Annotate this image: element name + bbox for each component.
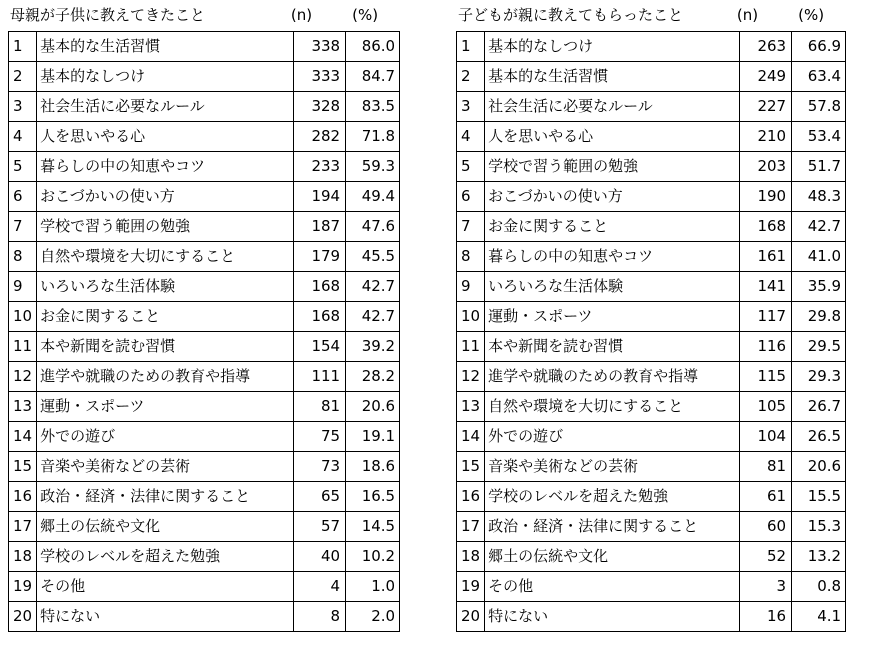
table-row xyxy=(9,422,400,452)
percent-cell: 42.7 xyxy=(792,212,846,242)
percent-cell: 28.2 xyxy=(346,362,400,392)
percent-cell: 86.0 xyxy=(346,32,400,62)
item-cell: 外での遊び xyxy=(37,422,294,452)
percent-cell: 10.2 xyxy=(346,542,400,572)
rank-cell: 12 xyxy=(9,362,37,392)
item-cell: 基本的なしつけ xyxy=(37,62,294,92)
rank-cell: 19 xyxy=(457,572,485,602)
table-row xyxy=(9,92,400,122)
count-cell: 57 xyxy=(294,512,346,542)
rank-cell: 1 xyxy=(9,32,37,62)
table-row xyxy=(9,392,400,422)
table-row xyxy=(457,92,846,122)
table-row xyxy=(457,602,846,632)
percent-cell: 0.8 xyxy=(792,572,846,602)
item-cell: 社会生活に必要なルール xyxy=(37,92,294,122)
item-cell: 音楽や美術などの芸術 xyxy=(37,452,294,482)
table-row xyxy=(9,512,400,542)
percent-cell: 71.8 xyxy=(346,122,400,152)
table-row xyxy=(9,452,400,482)
table-row xyxy=(457,62,846,92)
percent-cell: 29.3 xyxy=(792,362,846,392)
count-cell: 203 xyxy=(740,152,792,182)
item-cell: 基本的なしつけ xyxy=(485,32,740,62)
rank-cell: 7 xyxy=(9,212,37,242)
count-cell: 168 xyxy=(294,302,346,332)
percent-cell: 14.5 xyxy=(346,512,400,542)
rank-cell: 16 xyxy=(9,482,37,512)
percent-cell: 29.8 xyxy=(792,302,846,332)
rank-cell: 11 xyxy=(457,332,485,362)
right-pct-column-header: (%) xyxy=(798,6,825,24)
table-row xyxy=(457,512,846,542)
item-cell: いろいろな生活体験 xyxy=(485,272,740,302)
table-row xyxy=(457,332,846,362)
percent-cell: 15.5 xyxy=(792,482,846,512)
rank-cell: 5 xyxy=(9,152,37,182)
rank-cell: 4 xyxy=(457,122,485,152)
table-row xyxy=(9,62,400,92)
rank-cell: 3 xyxy=(457,92,485,122)
percent-cell: 63.4 xyxy=(792,62,846,92)
count-cell: 328 xyxy=(294,92,346,122)
percent-cell: 18.6 xyxy=(346,452,400,482)
item-cell: いろいろな生活体験 xyxy=(37,272,294,302)
table-row xyxy=(457,122,846,152)
count-cell: 263 xyxy=(740,32,792,62)
count-cell: 338 xyxy=(294,32,346,62)
table-row xyxy=(9,122,400,152)
count-cell: 116 xyxy=(740,332,792,362)
percent-cell: 45.5 xyxy=(346,242,400,272)
table-row xyxy=(9,332,400,362)
item-cell: 人を思いやる心 xyxy=(37,122,294,152)
percent-cell: 83.5 xyxy=(346,92,400,122)
rank-cell: 17 xyxy=(457,512,485,542)
item-cell: 音楽や美術などの芸術 xyxy=(485,452,740,482)
table-row xyxy=(9,212,400,242)
rank-cell: 8 xyxy=(457,242,485,272)
left-n-column-header: (n) xyxy=(290,6,313,24)
table-row xyxy=(457,452,846,482)
count-cell: 4 xyxy=(294,572,346,602)
right-table-title: 子どもが親に教えてもらったこと xyxy=(458,6,684,24)
item-cell: 基本的な生活習慣 xyxy=(37,32,294,62)
count-cell: 161 xyxy=(740,242,792,272)
rank-cell: 15 xyxy=(457,452,485,482)
percent-cell: 26.5 xyxy=(792,422,846,452)
item-cell: 外での遊び xyxy=(485,422,740,452)
percent-cell: 59.3 xyxy=(346,152,400,182)
rank-cell: 20 xyxy=(9,602,37,632)
percent-cell: 49.4 xyxy=(346,182,400,212)
count-cell: 8 xyxy=(294,602,346,632)
table-row xyxy=(9,362,400,392)
rank-cell: 20 xyxy=(457,602,485,632)
count-cell: 233 xyxy=(294,152,346,182)
item-cell: 学校のレベルを超えた勉強 xyxy=(485,482,740,512)
item-cell: 本や新聞を読む習慣 xyxy=(37,332,294,362)
count-cell: 210 xyxy=(740,122,792,152)
count-cell: 75 xyxy=(294,422,346,452)
left-pct-column-header: (%) xyxy=(352,6,379,24)
count-cell: 3 xyxy=(740,572,792,602)
percent-cell: 15.3 xyxy=(792,512,846,542)
rank-cell: 13 xyxy=(457,392,485,422)
rank-cell: 6 xyxy=(457,182,485,212)
left-table-title: 母親が子供に教えてきたこと xyxy=(10,6,206,24)
right-ranking-table xyxy=(456,31,846,632)
percent-cell: 2.0 xyxy=(346,602,400,632)
rank-cell: 19 xyxy=(9,572,37,602)
percent-cell: 51.7 xyxy=(792,152,846,182)
count-cell: 115 xyxy=(740,362,792,392)
rank-cell: 13 xyxy=(9,392,37,422)
rank-cell: 2 xyxy=(457,62,485,92)
percent-cell: 42.7 xyxy=(346,302,400,332)
percent-cell: 26.7 xyxy=(792,392,846,422)
count-cell: 111 xyxy=(294,362,346,392)
item-cell: 本や新聞を読む習慣 xyxy=(485,332,740,362)
item-cell: 社会生活に必要なルール xyxy=(485,92,740,122)
left-table-header xyxy=(8,0,400,31)
table-row xyxy=(457,482,846,512)
item-cell: お金に関すること xyxy=(485,212,740,242)
count-cell: 154 xyxy=(294,332,346,362)
item-cell: 特にない xyxy=(37,602,294,632)
table-row xyxy=(457,542,846,572)
table-row xyxy=(457,362,846,392)
table-row xyxy=(9,542,400,572)
rank-cell: 14 xyxy=(9,422,37,452)
table-row xyxy=(9,152,400,182)
table-row xyxy=(457,152,846,182)
percent-cell: 29.5 xyxy=(792,332,846,362)
left-table-panel xyxy=(8,0,400,632)
count-cell: 73 xyxy=(294,452,346,482)
rank-cell: 11 xyxy=(9,332,37,362)
rank-cell: 5 xyxy=(457,152,485,182)
count-cell: 61 xyxy=(740,482,792,512)
table-row xyxy=(457,302,846,332)
right-n-column-header: (n) xyxy=(736,6,759,24)
rank-cell: 1 xyxy=(457,32,485,62)
item-cell: 人を思いやる心 xyxy=(485,122,740,152)
item-cell: 進学や就職のための教育や指導 xyxy=(37,362,294,392)
count-cell: 168 xyxy=(740,212,792,242)
table-row xyxy=(457,422,846,452)
table-row xyxy=(457,32,846,62)
rank-cell: 10 xyxy=(457,302,485,332)
count-cell: 194 xyxy=(294,182,346,212)
item-cell: 暮らしの中の知恵やコツ xyxy=(37,152,294,182)
percent-cell: 1.0 xyxy=(346,572,400,602)
item-cell: 郷土の伝統や文化 xyxy=(485,542,740,572)
count-cell: 105 xyxy=(740,392,792,422)
percent-cell: 35.9 xyxy=(792,272,846,302)
rank-cell: 10 xyxy=(9,302,37,332)
table-row xyxy=(9,182,400,212)
item-cell: 郷土の伝統や文化 xyxy=(37,512,294,542)
right-table-header xyxy=(456,0,846,31)
table-row xyxy=(9,602,400,632)
count-cell: 81 xyxy=(740,452,792,482)
item-cell: 進学や就職のための教育や指導 xyxy=(485,362,740,392)
left-ranking-table xyxy=(8,31,400,632)
count-cell: 282 xyxy=(294,122,346,152)
rank-cell: 16 xyxy=(457,482,485,512)
rank-cell: 14 xyxy=(457,422,485,452)
count-cell: 40 xyxy=(294,542,346,572)
right-table-panel xyxy=(456,0,846,632)
percent-cell: 13.2 xyxy=(792,542,846,572)
rank-cell: 15 xyxy=(9,452,37,482)
count-cell: 333 xyxy=(294,62,346,92)
rank-cell: 8 xyxy=(9,242,37,272)
rank-cell: 9 xyxy=(9,272,37,302)
item-cell: 自然や環境を大切にすること xyxy=(485,392,740,422)
item-cell: 学校のレベルを超えた勉強 xyxy=(37,542,294,572)
table-row xyxy=(9,32,400,62)
item-cell: その他 xyxy=(37,572,294,602)
rank-cell: 17 xyxy=(9,512,37,542)
table-row xyxy=(457,182,846,212)
count-cell: 104 xyxy=(740,422,792,452)
table-row xyxy=(457,212,846,242)
count-cell: 81 xyxy=(294,392,346,422)
item-cell: その他 xyxy=(485,572,740,602)
item-cell: 政治・経済・法律に関すること xyxy=(37,482,294,512)
count-cell: 60 xyxy=(740,512,792,542)
count-cell: 187 xyxy=(294,212,346,242)
item-cell: 政治・経済・法律に関すること xyxy=(485,512,740,542)
count-cell: 179 xyxy=(294,242,346,272)
percent-cell: 48.3 xyxy=(792,182,846,212)
table-row xyxy=(9,242,400,272)
item-cell: 運動・スポーツ xyxy=(37,392,294,422)
item-cell: おこづかいの使い方 xyxy=(485,182,740,212)
count-cell: 190 xyxy=(740,182,792,212)
rank-cell: 4 xyxy=(9,122,37,152)
count-cell: 168 xyxy=(294,272,346,302)
rank-cell: 9 xyxy=(457,272,485,302)
table-row xyxy=(457,392,846,422)
item-cell: 暮らしの中の知恵やコツ xyxy=(485,242,740,272)
count-cell: 117 xyxy=(740,302,792,332)
percent-cell: 19.1 xyxy=(346,422,400,452)
count-cell: 16 xyxy=(740,602,792,632)
table-row xyxy=(9,572,400,602)
percent-cell: 42.7 xyxy=(346,272,400,302)
count-cell: 141 xyxy=(740,272,792,302)
count-cell: 65 xyxy=(294,482,346,512)
table-row xyxy=(457,242,846,272)
count-cell: 52 xyxy=(740,542,792,572)
percent-cell: 84.7 xyxy=(346,62,400,92)
percent-cell: 39.2 xyxy=(346,332,400,362)
rank-cell: 12 xyxy=(457,362,485,392)
item-cell: 特にない xyxy=(485,602,740,632)
item-cell: 自然や環境を大切にすること xyxy=(37,242,294,272)
item-cell: おこづかいの使い方 xyxy=(37,182,294,212)
rank-cell: 2 xyxy=(9,62,37,92)
percent-cell: 20.6 xyxy=(346,392,400,422)
table-row xyxy=(9,482,400,512)
rank-cell: 18 xyxy=(457,542,485,572)
item-cell: お金に関すること xyxy=(37,302,294,332)
item-cell: 学校で習う範囲の勉強 xyxy=(37,212,294,242)
rank-cell: 3 xyxy=(9,92,37,122)
percent-cell: 4.1 xyxy=(792,602,846,632)
percent-cell: 66.9 xyxy=(792,32,846,62)
rank-cell: 7 xyxy=(457,212,485,242)
percent-cell: 47.6 xyxy=(346,212,400,242)
percent-cell: 41.0 xyxy=(792,242,846,272)
percent-cell: 57.8 xyxy=(792,92,846,122)
item-cell: 基本的な生活習慣 xyxy=(485,62,740,92)
item-cell: 運動・スポーツ xyxy=(485,302,740,332)
rank-cell: 18 xyxy=(9,542,37,572)
table-row xyxy=(9,302,400,332)
item-cell: 学校で習う範囲の勉強 xyxy=(485,152,740,182)
count-cell: 249 xyxy=(740,62,792,92)
rank-cell: 6 xyxy=(9,182,37,212)
table-row xyxy=(457,572,846,602)
table-row xyxy=(9,272,400,302)
percent-cell: 16.5 xyxy=(346,482,400,512)
table-row xyxy=(457,272,846,302)
count-cell: 227 xyxy=(740,92,792,122)
percent-cell: 53.4 xyxy=(792,122,846,152)
percent-cell: 20.6 xyxy=(792,452,846,482)
